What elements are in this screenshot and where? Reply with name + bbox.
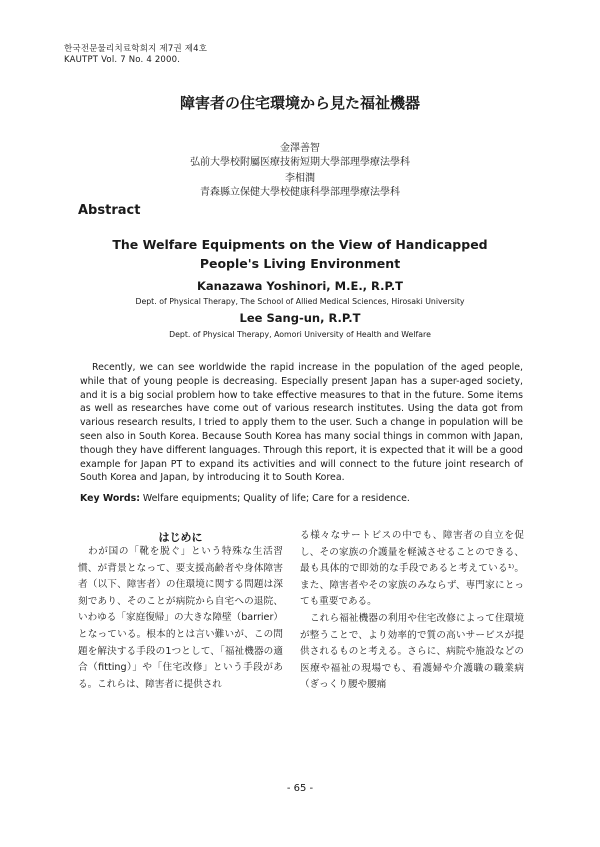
en-author-2-affiliation: Dept. of Physical Therapy, Aomori University of Health and Welfare — [169, 330, 431, 339]
english-title — [0, 235, 600, 273]
journal-header — [64, 44, 207, 66]
japanese-title: 障害者の住宅環境から見た福祉機器 — [179, 94, 420, 112]
english-title-line-2: People's Living Environment — [199, 256, 401, 271]
jp-author-2-affiliation: 青森縣立保健大學校健康科學部理學療法學科 — [200, 187, 400, 198]
abstract-body: Recently, we can see worldwide the rapid increase in the population of the aged people, while that of young people is decreasing. Especially present Japan has a super-aged society, and it is a big social problem how to take effective measures to that in the future. Some items as well as researches have come out of various research institutes. Using the data got from various research results, I tried to apply them to the user. Such a change in population will be seen also in South Korea. Because South Korea has many social things in common with Japan, though they have different languages. Through this report, it is expected that it will be a good example for Japan PT to expand its activities and will connect to the future joint research of South Korea and Japan, by introducing it to South Korea. — [80, 362, 523, 484]
jp-author-1-name: 金澤善智 — [280, 143, 320, 154]
left-column — [78, 544, 283, 693]
keywords-text: Welfare equipments; Quality of life; Care for a residence. — [139, 493, 410, 504]
en-author-2-name: Lee Sang-un, R.P.T — [239, 311, 361, 325]
journal-name-korean: 한국전문물리치료학회지 제7권 제4호 — [64, 44, 208, 54]
left-column-paragraph: わが国の「靴を脱ぐ」という特殊な生活習慣、が背景となって、要支援高齢者や身体障害者（以下、障害者）の住環境に関する問題は深刻であり、そのことが病院から自宅への退院、いわゆる「家庭復帰」の大きな障壁（barrier）となっている。根本的とは言い難いが、この問題を解決する手段の1つとして、「福祉機器の適合（fitting）」や「住宅改修」という手段がある。これらは、障害者に提供され — [78, 546, 283, 690]
section-heading-introduction: はじめに — [158, 531, 203, 544]
jp-author-2-name: 李相潤 — [285, 173, 315, 184]
journal-citation: KAUTPT Vol. 7 No. 4 2000. — [64, 55, 181, 65]
abstract-heading: Abstract — [78, 203, 141, 218]
jp-author-1-affiliation: 弘前大學校附屬医療技術短期大學部理學療法學科 — [190, 157, 410, 168]
right-column-paragraph-1: る様々なサートビスの中でも、障害者の自立を促し、その家族の介護量を軽減させることのできる、最も具体的で即効的な手段であると考えている¹⁾。また、障害者やその家族のみならず、専門家にとっても重要である。 — [300, 530, 524, 608]
en-author-1-name: Kanazawa Yoshinori, M.E., R.P.T — [196, 279, 404, 293]
keywords-line — [80, 493, 523, 504]
keywords-label: Key Words: — [80, 493, 140, 504]
en-author-1-affiliation: Dept. of Physical Therapy, The School of Allied Medical Sciences, Hirosaki University — [135, 297, 465, 306]
page-number: - 65 - — [286, 783, 314, 794]
english-title-line-1: The Welfare Equipments on the View of Handicapped — [112, 237, 488, 252]
right-column-paragraph-2: これら福祉機器の利用や住宅改修によって住環境が整うことで、より効率的で質の高いサービスが提供されるものと考える。さらに、病院や施設などの医療や福祉の現場でも、看護婦や介護職の職業病（ぎっくり腰や腰痛 — [300, 612, 524, 691]
right-column — [300, 528, 524, 694]
